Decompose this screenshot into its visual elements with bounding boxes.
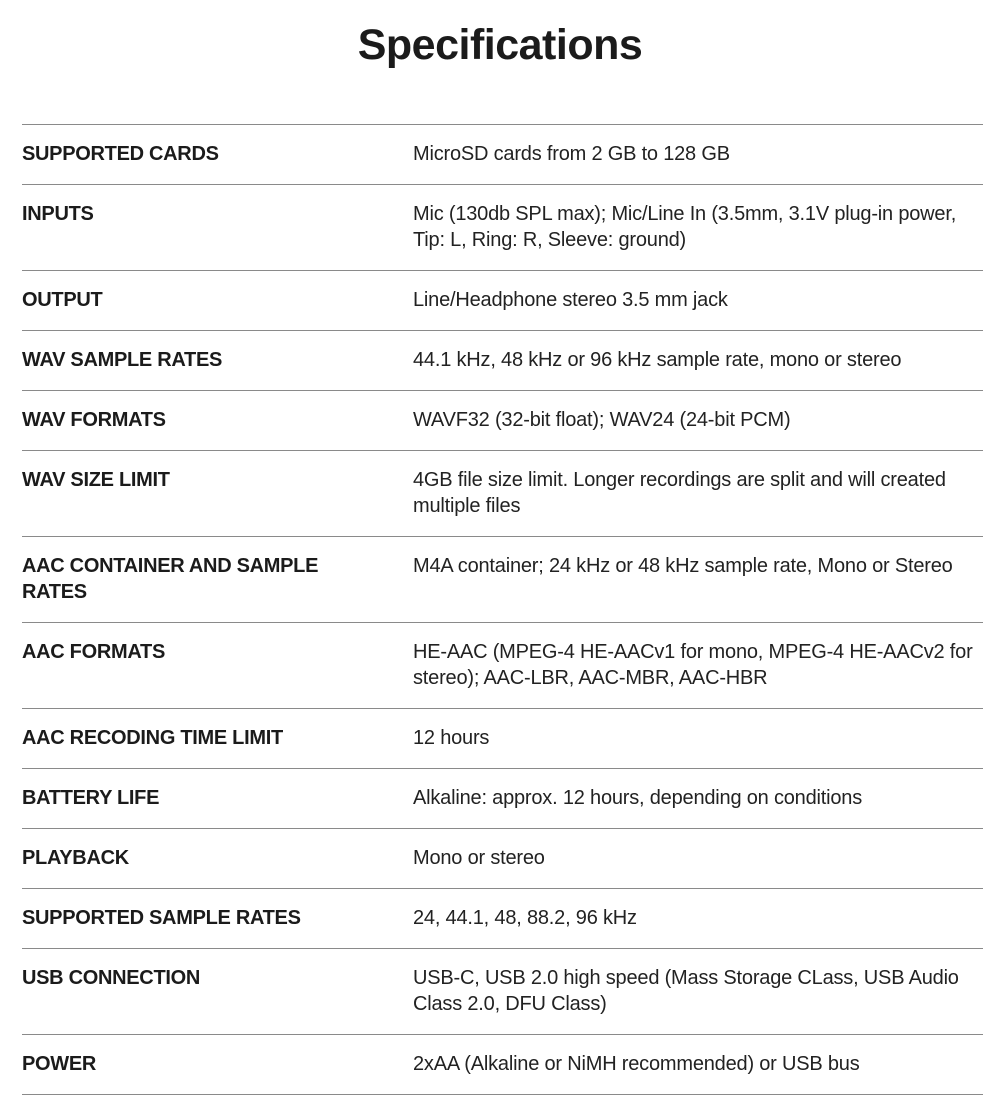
spec-label: WAV SAMPLE RATES: [22, 348, 223, 371]
page-title: Specifications: [357, 21, 643, 69]
spec-value: 2xAA (Alkaline or NiMH recommended) or USB bus: [413, 1052, 860, 1075]
spec-label: INPUTS: [22, 202, 94, 225]
spec-row-wav-sample-rates: [22, 331, 983, 391]
spec-value: M4A container; 24 kHz or 48 kHz sample rate, Mono or Stereo: [413, 554, 953, 577]
spec-value: Line/Headphone stereo 3.5 mm jack: [413, 288, 728, 311]
spec-row-battery-life: [22, 769, 983, 829]
spec-label: OUTPUT: [22, 288, 103, 311]
spec-label: SUPPORTED CARDS: [22, 142, 219, 165]
spec-row-wav-formats: [22, 391, 983, 451]
spec-row-output: [22, 271, 983, 331]
spec-label: AAC RECODING TIME LIMIT: [22, 726, 283, 749]
spec-label: USB CONNECTION: [22, 966, 201, 989]
spec-label: PLAYBACK: [22, 846, 129, 869]
spec-row-aac-recoding-time-limit: [22, 709, 983, 769]
spec-row-supported-sample-rates: [22, 889, 983, 949]
spec-value: 12 hours: [413, 726, 490, 749]
spec-row-supported-cards: [22, 125, 983, 185]
spec-value: WAVF32 (32-bit float); WAV24 (24-bit PCM): [413, 408, 791, 431]
spec-label: SUPPORTED SAMPLE RATES: [22, 906, 301, 929]
spec-label: BATTERY LIFE: [22, 786, 160, 809]
spec-row-aac-formats: [22, 623, 983, 709]
spec-label: AAC FORMATS: [22, 640, 165, 663]
specifications-table: [22, 124, 983, 1095]
spec-row-playback: [22, 829, 983, 889]
spec-label: POWER: [22, 1052, 97, 1075]
spec-value: Mono or stereo: [413, 846, 545, 869]
spec-label: WAV SIZE LIMIT: [22, 468, 170, 491]
spec-value: HE-AAC (MPEG-4 HE-AACv1 for mono, MPEG-4 HE-AACv2 for stereo); AAC-LBR, AAC-MBR, AAC-HBR: [413, 640, 973, 689]
spec-value: MicroSD cards from 2 GB to 128 GB: [413, 142, 730, 165]
spec-row-inputs: [22, 185, 983, 271]
spec-value: USB-C, USB 2.0 high speed (Mass Storage CLass, USB Audio Class 2.0, DFU Class): [413, 966, 959, 1015]
spec-value: 4GB file size limit. Longer recordings are split and will created multiple files: [413, 468, 946, 517]
spec-row-usb-connection: [22, 949, 983, 1035]
spec-row-aac-container-sample-rates: [22, 537, 983, 623]
spec-row-power: [22, 1035, 983, 1095]
spec-value: 24, 44.1, 48, 88.2, 96 kHz: [413, 906, 637, 929]
spec-label: AAC CONTAINER AND SAMPLE RATES: [22, 554, 319, 603]
spec-value: Alkaline: approx. 12 hours, depending on conditions: [413, 786, 863, 809]
spec-label: WAV FORMATS: [22, 408, 166, 431]
spec-value: Mic (130db SPL max); Mic/Line In (3.5mm, 3.1V plug-in power, Tip: L, Ring: R, Sleeve: ground): [413, 202, 957, 251]
spec-value: 44.1 kHz, 48 kHz or 96 kHz sample rate, mono or stereo: [413, 348, 902, 371]
spec-row-wav-size-limit: [22, 451, 983, 537]
